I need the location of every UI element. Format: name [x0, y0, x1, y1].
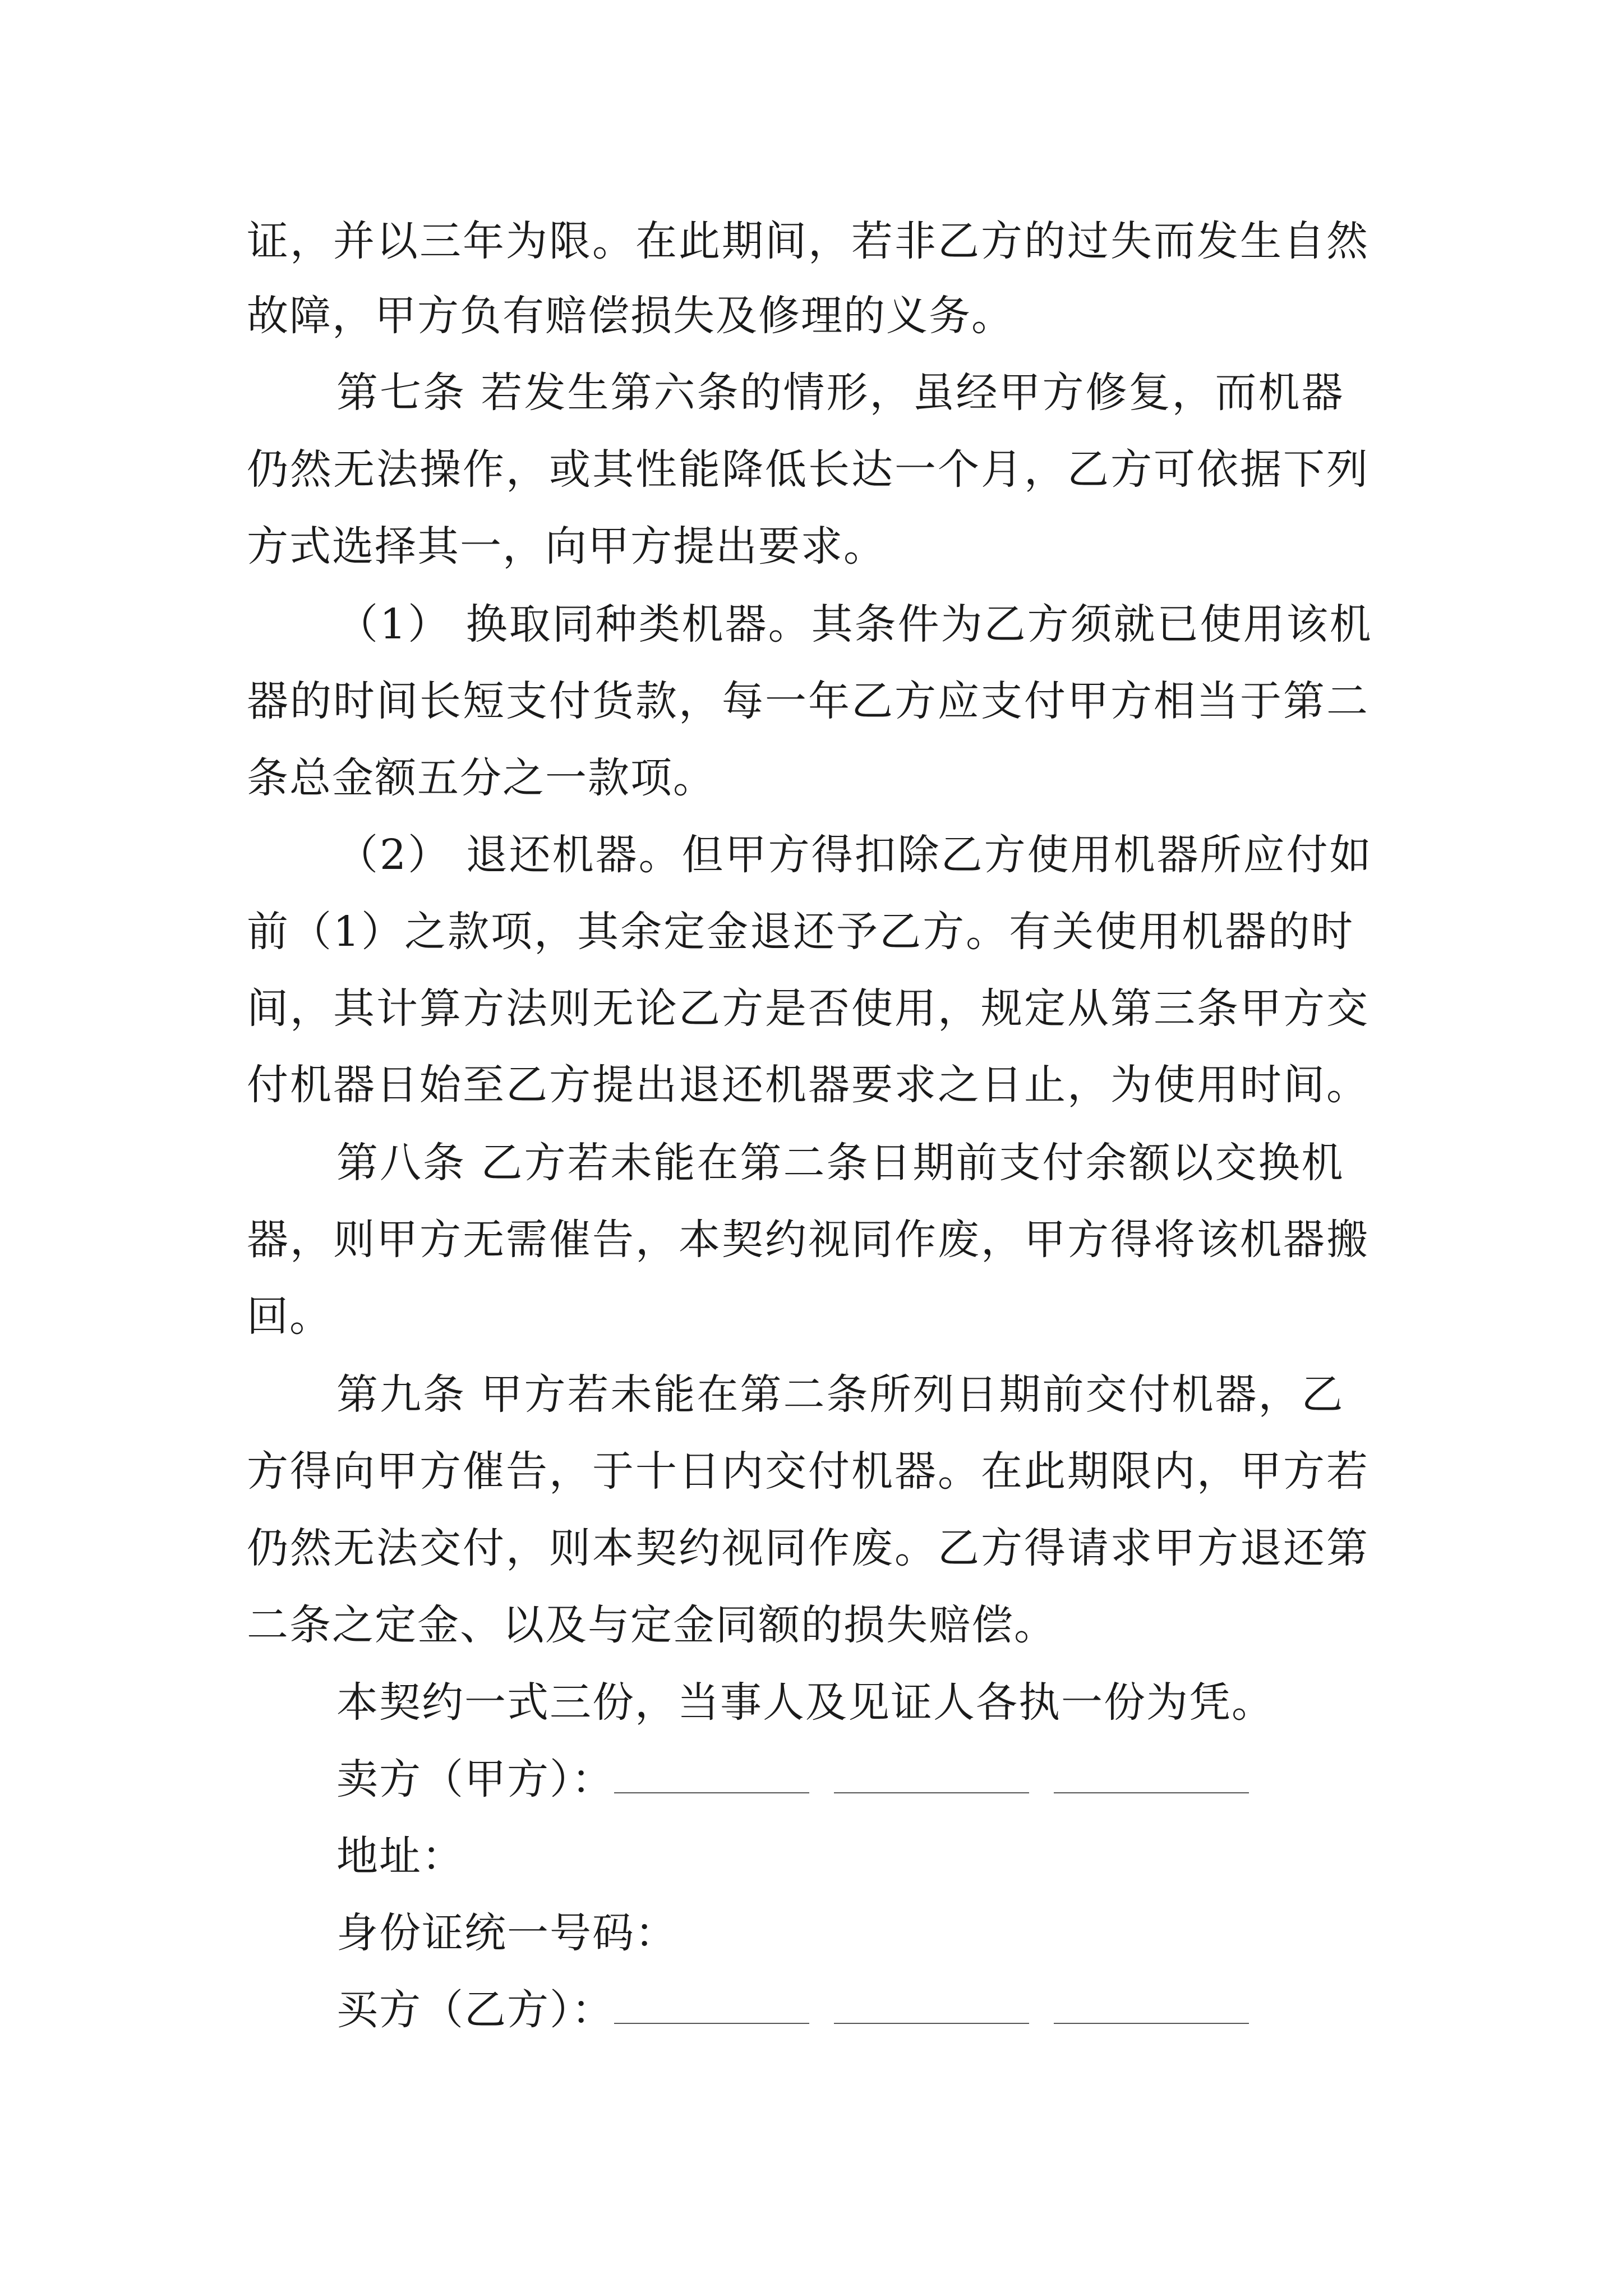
id-number-label: 身份证统一号码： [336, 1909, 677, 1957]
clause-8-heading: 第八条 乙方若未能在第二条日期前支付余额以交换机 [336, 1139, 1345, 1187]
text-line: 方式选择其一，向甲方提出要求。 [247, 522, 886, 570]
text-line: 二条之定金、以及与定金同额的损失赔偿。 [247, 1601, 1057, 1649]
buyer-blank[interactable] [1054, 2023, 1249, 2024]
buyer-label: 买方（乙方）： [336, 1986, 614, 2034]
clause-7-item-2: （2） 退还机器。但甲方得扣除乙方使用机器所应付如 [336, 831, 1373, 879]
buyer-blank[interactable] [614, 2023, 809, 2024]
seller-blank[interactable] [834, 1792, 1029, 1793]
seller-label: 卖方（甲方）： [336, 1755, 614, 1803]
buyer-row [336, 1982, 1274, 2038]
text-line: 回。 [247, 1292, 332, 1341]
seller-blank[interactable] [614, 1792, 809, 1793]
clause-7-item-1: （1） 换取同种类机器。其条件为乙方须就已使用该机 [336, 600, 1373, 648]
text-line: 前（1）之款项，其余定金退还予乙方。有关使用机器的时 [247, 908, 1355, 956]
text-line: 方得向甲方催告，于十日内交付机器。在此期限内，甲方若 [247, 1447, 1370, 1496]
text-line: 仍然无法操作，或其性能降低长达一个月，乙方可依据下列 [247, 445, 1370, 494]
text-line: 器，则甲方无需催告，本契约视同作废，甲方得将该机器搬 [247, 1216, 1370, 1264]
text-line: 故障，甲方负有赔偿损失及修理的义务。 [247, 292, 1014, 340]
copies-statement: 本契约一式三份，当事人及见证人各执一份为凭。 [336, 1678, 1274, 1727]
seller-row [336, 1751, 1274, 1807]
text-line: 条总金额五分之一款项。 [247, 754, 716, 802]
text-line: 间，其计算方法则无论乙方是否使用，规定从第三条甲方交 [247, 984, 1370, 1033]
text-line: 仍然无法交付，则本契约视同作废。乙方得请求甲方退还第 [247, 1524, 1370, 1572]
text-line: 器的时间长短支付货款，每一年乙方应支付甲方相当于第二 [247, 677, 1370, 725]
buyer-blank[interactable] [834, 2023, 1029, 2024]
text-line: 付机器日始至乙方提出退还机器要求之日止，为使用时间。 [247, 1061, 1370, 1109]
seller-blank[interactable] [1054, 1792, 1249, 1793]
clause-9-heading: 第九条 甲方若未能在第二条所列日期前交付机器，乙 [336, 1370, 1345, 1419]
clause-7-heading: 第七条 若发生第六条的情形，虽经甲方修复，而机器 [336, 369, 1345, 417]
text-line: 证，并以三年为限。在此期间，若非乙方的过失而发生自然 [247, 217, 1370, 265]
address-label: 地址： [336, 1832, 464, 1880]
